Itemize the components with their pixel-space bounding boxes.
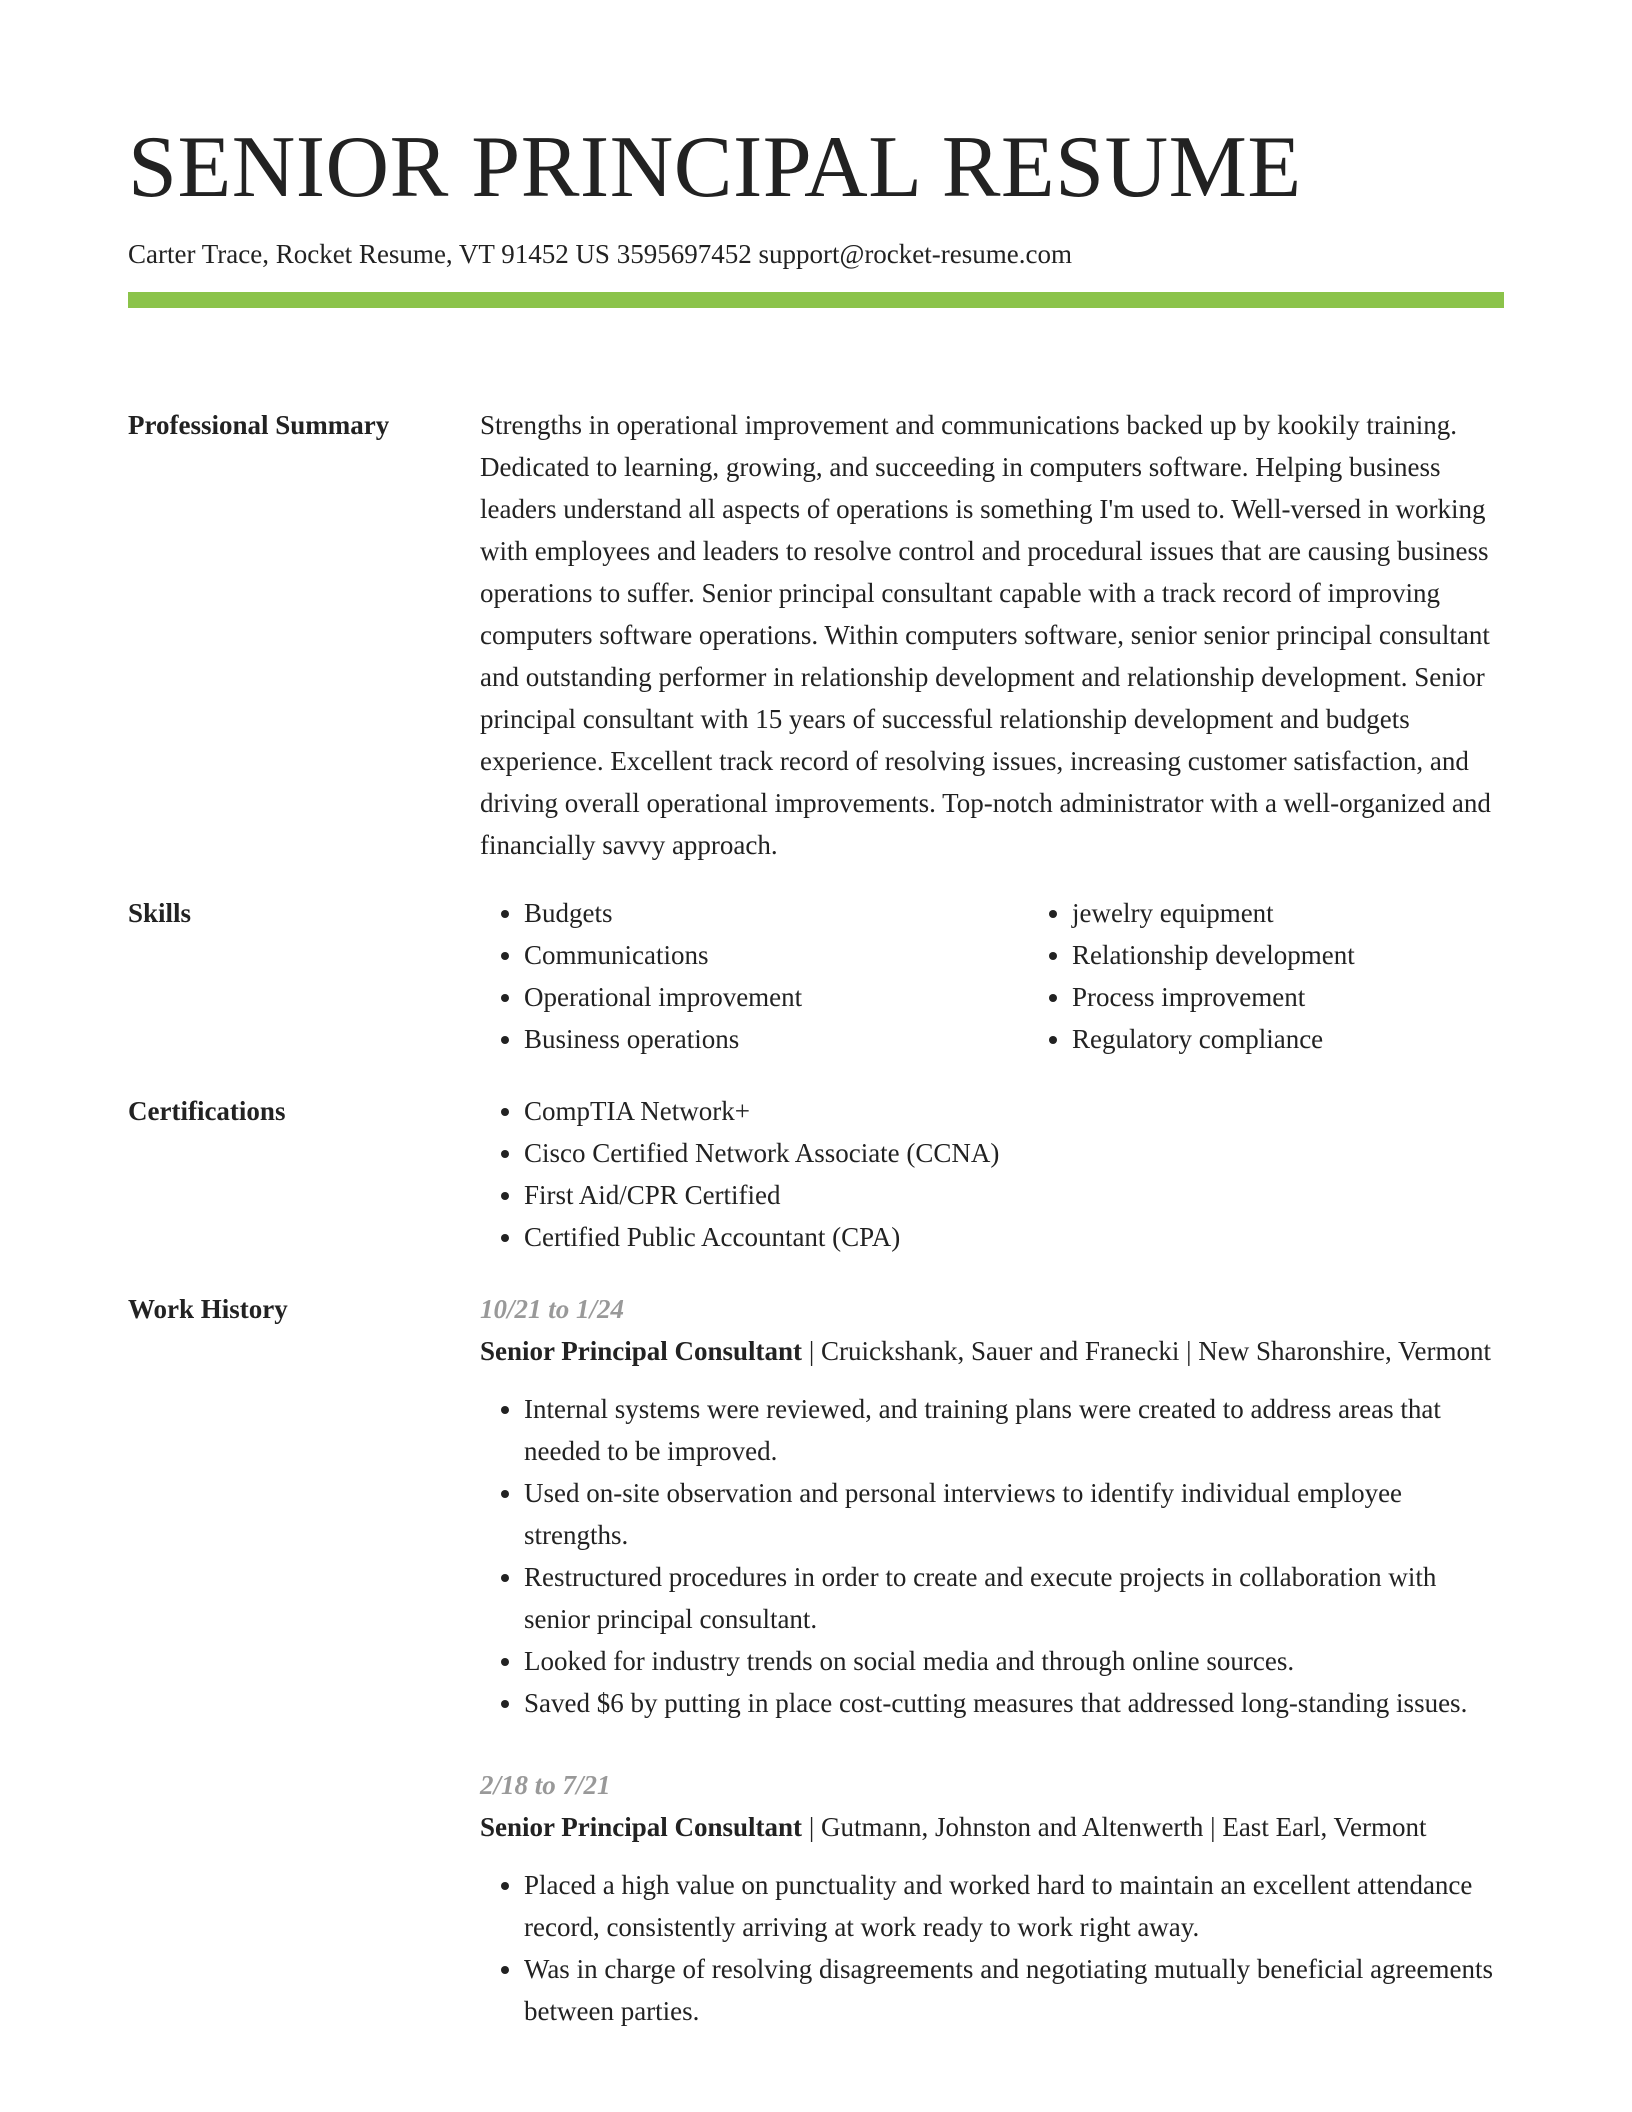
skill-item: • Budgets — [524, 892, 1028, 934]
job-title: Senior Principal Consultant — [480, 1336, 803, 1366]
section-title-work-history: Work History — [128, 1294, 288, 1324]
resume-title: SENIOR PRINCIPAL RESUME — [128, 119, 1302, 216]
job-company-location: | Gutmann, Johnston and Altenwerth | East Earl, Vermont — [802, 1812, 1427, 1842]
job-heading — [480, 1806, 1504, 1848]
header-divider — [128, 292, 1504, 308]
job-dates: 2/18 to 7/21 — [480, 1770, 611, 1800]
skill-item: • Regulatory compliance — [1072, 1018, 1576, 1060]
job-company-location: | Cruickshank, Sauer and Franecki | New Sharonshire, Vermont — [802, 1336, 1491, 1366]
job-bullet: • Saved $6 by putting in place cost-cutting measures that addressed long-standing issues. — [524, 1682, 1504, 1724]
skill-item: • jewelry equipment — [1072, 892, 1576, 934]
summary-text: Strengths in operational improvement and communications backed up by kookily training. Dedicated to learning, growing, and succeeding in computers software. Helping business leaders understand all aspects of operations is something I'm used to. Well-versed in working with employees and leaders to resolve control and procedural issues that are causing business operations to suffer. Senior principal consultant capable with a track record of improving computers software operations. Within computers software, senior senior principal consultant and outstanding performer in relationship development and relationship development. Senior principal consultant with 15 years of successful relationship development and budgets experience. Excellent track record of resolving issues, increasing customer satisfaction, and driving overall operational improvements. Top-notch administrator with a well-organized and financially savvy approach. — [480, 410, 1491, 860]
skill-item: • Process improvement — [1072, 976, 1576, 1018]
resume-page — [128, 112, 1504, 2072]
skills-list-right — [1028, 892, 1576, 1060]
skills-list-left — [480, 892, 1028, 1060]
job-heading — [480, 1330, 1504, 1372]
certifications-section — [128, 1090, 1504, 1258]
job-bullet: • Placed a high value on punctuality and worked hard to maintain an excellent attendance record, consistently arriving at work ready to work right away. — [524, 1864, 1504, 1948]
certifications-list — [480, 1090, 1504, 1258]
job-bullet: • Used on-site observation and personal interviews to identify individual employee strengths. — [524, 1472, 1504, 1556]
contact-line: Carter Trace, Rocket Resume, VT 91452 US 3595697452 support@rocket-resume.com — [128, 239, 1072, 269]
certification-item: • First Aid/CPR Certified — [524, 1174, 1504, 1216]
skill-item: • Communications — [524, 934, 1028, 976]
certification-item: • Certified Public Accountant (CPA) — [524, 1216, 1504, 1258]
skill-item: • Relationship development — [1072, 934, 1576, 976]
skill-item: • Operational improvement — [524, 976, 1028, 1018]
skill-item: • Business operations — [524, 1018, 1028, 1060]
job-bullet: • Internal systems were reviewed, and training plans were created to address areas that needed to be improved. — [524, 1388, 1504, 1472]
job-bullets — [480, 1388, 1504, 1724]
section-title-skills: Skills — [128, 898, 192, 928]
work-history-section — [128, 1288, 1504, 2072]
certification-item: • Cisco Certified Network Associate (CCNA) — [524, 1132, 1504, 1174]
job-bullet: • Looked for industry trends on social media and through online sources. — [524, 1640, 1504, 1682]
section-title-summary: Professional Summary — [128, 410, 390, 440]
certification-item: • CompTIA Network+ — [524, 1090, 1504, 1132]
job-entry — [480, 1764, 1504, 2032]
job-bullets — [480, 1864, 1504, 2032]
professional-summary-section — [128, 404, 1504, 866]
job-title: Senior Principal Consultant — [480, 1812, 803, 1842]
skills-section — [128, 892, 1504, 1060]
section-title-certifications: Certifications — [128, 1096, 286, 1126]
job-entry — [480, 1288, 1504, 1724]
job-dates: 10/21 to 1/24 — [480, 1294, 625, 1324]
job-bullet: • Was in charge of resolving disagreements and negotiating mutually beneficial agreements between parties. — [524, 1948, 1504, 2032]
job-bullet: • Restructured procedures in order to create and execute projects in collaboration with senior principal consultant. — [524, 1556, 1504, 1640]
